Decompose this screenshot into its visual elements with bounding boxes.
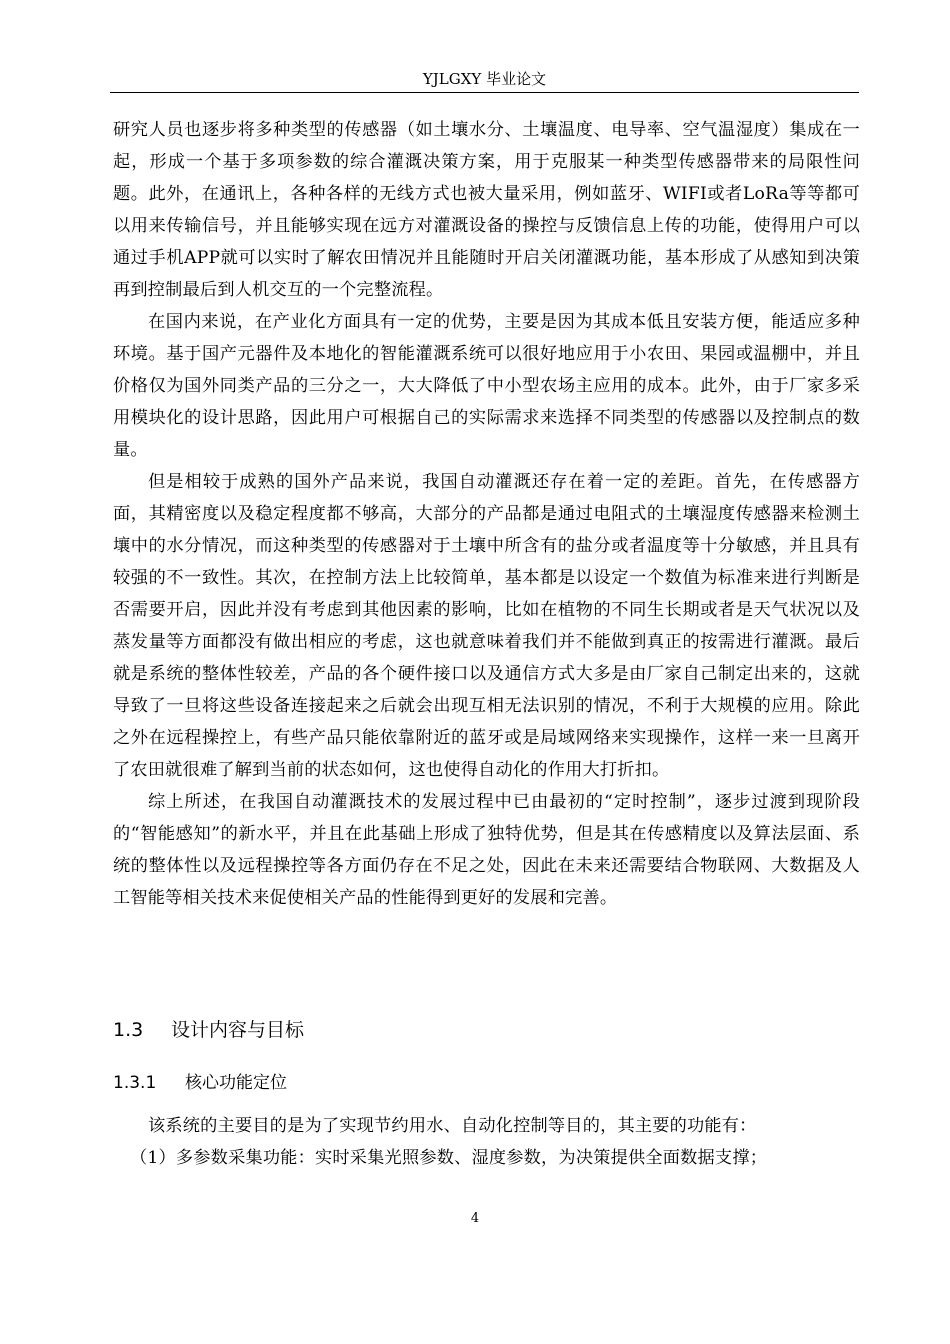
subsection-intro: 该系统的主要目的是为了实现节约用水、自动化控制等目的，其主要的功能有： bbox=[148, 1116, 757, 1136]
header-rule bbox=[110, 92, 859, 93]
paragraph-2: 在国内来说，在产业化方面具有一定的优势，主要是因为其成本低且安装方便，能适应多种环境。基于国产元器件及本地化的智能灌溉系统可以很好地应用于小农田、果园或温棚中，并且价格仅为国外同类产品的三分之一，大大降低了中小型农场主应用的成本。此外，由于厂家多采用模块化的设计思路，因此用户可根据自己的实际需求来选择不同类型的传感器以及控制点的数量。 bbox=[113, 312, 860, 460]
page-number: 4 bbox=[470, 1211, 480, 1226]
function-item-1: （1）多参数采集功能：实时采集光照参数、湿度参数，为决策提供全面数据支撑； bbox=[130, 1148, 768, 1168]
subsection-number: 1.3.1 bbox=[113, 1073, 157, 1093]
body-text bbox=[113, 114, 860, 914]
subsection-heading bbox=[113, 1068, 287, 1098]
page-header: YJLGXY 毕业论文 bbox=[422, 70, 547, 88]
paragraph-4: 综上所述，在我国自动灌溉技术的发展过程中已由最初的“定时控制”，逐步过渡到现阶段的“智能感知”的新水平，并且在此基础上形成了独特优势，但是其在传感精度以及算法层面、系统的整体性以及远程操控等各方面仍存在不足之处，因此在未来还需要结合物联网、大数据及人工智能等相关技术来促使相关产品的性能得到更好的发展和完善。 bbox=[113, 792, 860, 908]
paragraph-3: 但是相较于成熟的国外产品来说，我国自动灌溉还存在着一定的差距。首先，在传感器方面，其精密度以及稳定程度都不够高，大部分的产品都是通过电阻式的土壤湿度传感器来检测土壤中的水分情况，而这种类型的传感器对于土壤中所含有的盐分或者温度等十分敏感，并且具有较强的不一致性。其次，在控制方法上比较简单，基本都是以设定一个数值为标准来进行判断是否需要开启，因此并没有考虑到其他因素的影响，比如在植物的不同生长期或者是天气状况以及蒸发量等方面都没有做出相应的考虑，这也就意味着我们并不能做到真正的按需进行灌溉。最后就是系统的整体性较差，产品的各个硬件接口以及通信方式大多是由厂家自己制定出来的，这就导致了一旦将这些设备连接起来之后就会出现互相无法识别的情况，不利于大规模的应用。除此之外在远程操控上，有些产品只能依靠附近的蓝牙或是局域网络来实现操作，这样一来一旦离开了农田就很难了解到当前的状态如何，这也使得自动化的作用大打折扣。 bbox=[113, 472, 860, 780]
subsection-title: 核心功能定位 bbox=[185, 1073, 287, 1093]
section-heading bbox=[113, 1013, 304, 1047]
section-number: 1.3 bbox=[113, 1019, 144, 1041]
subsection-body bbox=[113, 1110, 860, 1174]
paragraph-1: 研究人员也逐步将多种类型的传感器（如土壤水分、土壤温度、电导率、空气温湿度）集成在一起，形成一个基于多项参数的综合灌溉决策方案，用于克服某一种类型传感器带来的局限性问题。此外，在通讯上，各种各样的无线方式也被大量采用，例如蓝牙、WIFI或者LoRa等等都可以用来传输信号，并且能够实现在远方对灌溉设备的操控与反馈信息上传的功能，使得用户可以通过手机APP就可以实时了解农田情况并且能随时开启关闭灌溉功能，基本形成了从感知到决策再到控制最后到人机交互的一个完整流程。 bbox=[113, 120, 860, 300]
section-title: 设计内容与目标 bbox=[171, 1019, 305, 1041]
